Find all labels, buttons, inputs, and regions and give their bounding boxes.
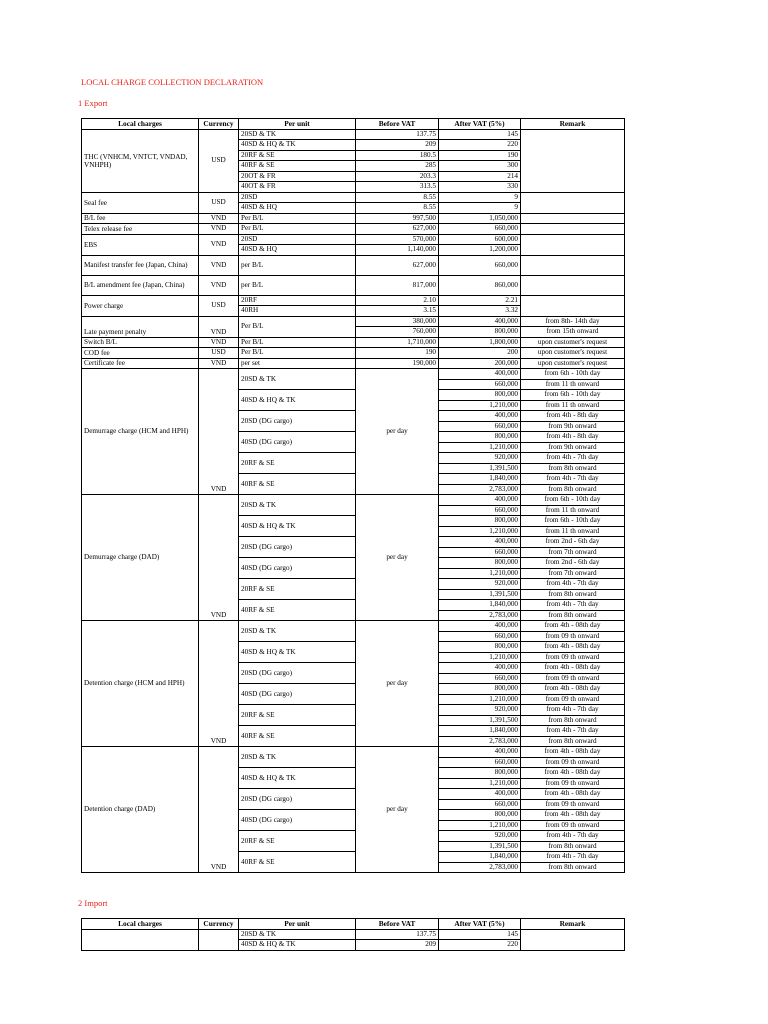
- per-unit-cell: per B/L: [239, 275, 356, 295]
- col-after-vat: After VAT (5%): [439, 119, 521, 130]
- per-unit-cell: 40SD & HQ & TK: [239, 940, 356, 951]
- before-vat-cell: per day: [356, 495, 439, 621]
- per-unit-cell: 20RF & SE: [239, 579, 356, 600]
- after-vat-cell: 190: [439, 150, 521, 161]
- after-vat-cell: 1,800,000: [439, 337, 521, 348]
- after-vat-cell: 400,000: [439, 537, 521, 548]
- before-vat-cell: 8.55: [356, 203, 439, 214]
- after-vat-cell: 400,000: [439, 316, 521, 327]
- remark-cell: from 8th onward: [521, 841, 625, 852]
- per-unit-cell: Per B/L: [239, 213, 356, 224]
- after-vat-cell: 660,000: [439, 799, 521, 810]
- after-vat-cell: 1,200,000: [439, 245, 521, 256]
- charge-name: Seal fee: [82, 192, 199, 213]
- before-vat-cell: per day: [356, 621, 439, 747]
- page-title: LOCAL CHARGE COLLECTION DECLARATION: [81, 77, 264, 87]
- before-vat-cell: 3.15: [356, 306, 439, 317]
- per-unit-cell: 40SD & HQ & TK: [239, 768, 356, 789]
- remark-cell: from 4th - 7th day: [521, 705, 625, 716]
- after-vat-cell: 400,000: [439, 789, 521, 800]
- after-vat-cell: 145: [439, 129, 521, 140]
- per-unit-cell: Per B/L: [239, 337, 356, 348]
- after-vat-cell: 1,391,500: [439, 841, 521, 852]
- per-unit-cell: 40SD (DG cargo): [239, 684, 356, 705]
- charge-name: THC (VNHCM, VNTCT, VNDAD, VNHPH): [82, 129, 199, 192]
- charge-name: Detention charge (HCM and HPH): [82, 621, 199, 747]
- currency-cell: VND: [199, 224, 239, 235]
- table-row: [82, 234, 625, 245]
- after-vat-cell: 1,210,000: [439, 400, 521, 411]
- after-vat-cell: 1,840,000: [439, 726, 521, 737]
- remark-cell: from 4th - 8th day: [521, 432, 625, 443]
- after-vat-cell: 214: [439, 171, 521, 182]
- after-vat-cell: 1,391,500: [439, 463, 521, 474]
- remark-cell: from 8th onward: [521, 715, 625, 726]
- per-unit-cell: 20SD & TK: [239, 621, 356, 642]
- currency-cell: USD: [199, 129, 239, 192]
- per-unit-cell: 20RF & SE: [239, 150, 356, 161]
- after-vat-cell: 300: [439, 161, 521, 172]
- before-vat-cell: 760,000: [356, 327, 439, 338]
- per-unit-cell: 40OT & FR: [239, 182, 356, 193]
- remark-cell: from 09 th onward: [521, 799, 625, 810]
- after-vat-cell: 145: [439, 929, 521, 940]
- per-unit-cell: 20SD (DG cargo): [239, 537, 356, 558]
- after-vat-cell: 800,000: [439, 390, 521, 401]
- charge-name: B/L fee: [82, 213, 199, 224]
- after-vat-cell: 200,000: [439, 358, 521, 369]
- remark-cell: from 09 th onward: [521, 820, 625, 831]
- remark-cell: from 4th - 08th day: [521, 768, 625, 779]
- remark-cell: from 8th onward: [521, 736, 625, 747]
- after-vat-cell: 2.21: [439, 295, 521, 306]
- remark-cell: from 8th onward: [521, 862, 625, 873]
- remark-cell: from 09 th onward: [521, 757, 625, 768]
- after-vat-cell: 800,000: [439, 768, 521, 779]
- after-vat-cell: 1,210,000: [439, 694, 521, 705]
- col-remark: Remark: [521, 119, 625, 130]
- per-unit-cell: 40SD & HQ & TK: [239, 390, 356, 411]
- col-local-charges: Local charges: [82, 119, 199, 130]
- remark-cell: from 8th onward: [521, 484, 625, 495]
- col-before-vat: Before VAT: [356, 119, 439, 130]
- import-heading: 2 Import: [78, 898, 108, 908]
- after-vat-cell: 660,000: [439, 505, 521, 516]
- after-vat-cell: 660,000: [439, 673, 521, 684]
- before-vat-cell: 313.5: [356, 182, 439, 193]
- currency-cell: USD: [199, 192, 239, 213]
- per-unit-cell: 40SD & HQ: [239, 203, 356, 214]
- per-unit-cell: 40RF & SE: [239, 474, 356, 495]
- remark-cell: [521, 213, 625, 224]
- per-unit-cell: per set: [239, 358, 356, 369]
- per-unit-cell: 20SD (DG cargo): [239, 789, 356, 810]
- remark-cell: [521, 129, 625, 192]
- per-unit-cell: 20SD: [239, 192, 356, 203]
- remark-cell: from 4th - 7th day: [521, 831, 625, 842]
- remark-cell: from 11 th onward: [521, 400, 625, 411]
- per-unit-cell: Per B/L: [239, 316, 356, 337]
- after-vat-cell: 800,000: [439, 516, 521, 527]
- currency-cell: VND: [199, 747, 239, 873]
- before-vat-cell: 1,710,000: [356, 337, 439, 348]
- after-vat-cell: 800,000: [439, 432, 521, 443]
- after-vat-cell: 800,000: [439, 327, 521, 338]
- after-vat-cell: 920,000: [439, 579, 521, 590]
- after-vat-cell: 2,783,000: [439, 484, 521, 495]
- after-vat-cell: 1,050,000: [439, 213, 521, 224]
- remark-cell: from 4th - 08th day: [521, 663, 625, 674]
- col-remark: Remark: [521, 919, 625, 930]
- remark-cell: from 8th onward: [521, 610, 625, 621]
- charge-name: [82, 929, 199, 950]
- after-vat-cell: 660,000: [439, 631, 521, 642]
- charge-name: B/L amendment fee (Japan, China): [82, 275, 199, 295]
- remark-cell: from 4th - 7th day: [521, 474, 625, 485]
- remark-cell: from 4th - 7th day: [521, 579, 625, 590]
- after-vat-cell: 1,840,000: [439, 600, 521, 611]
- after-vat-cell: 800,000: [439, 642, 521, 653]
- before-vat-cell: 180.5: [356, 150, 439, 161]
- remark-cell: from 11 th onward: [521, 505, 625, 516]
- remark-cell: from 8th onward: [521, 589, 625, 600]
- remark-cell: [521, 255, 625, 275]
- col-currency: Currency: [199, 919, 239, 930]
- remark-cell: upon customer's request: [521, 358, 625, 369]
- after-vat-cell: 220: [439, 140, 521, 151]
- remark-cell: [521, 295, 625, 316]
- currency-cell: VND: [199, 358, 239, 369]
- per-unit-cell: 40SD & HQ & TK: [239, 642, 356, 663]
- import-table: [81, 918, 625, 951]
- col-per-unit: Per unit: [239, 919, 356, 930]
- after-vat-cell: 2,783,000: [439, 736, 521, 747]
- per-unit-cell: 20RF & SE: [239, 705, 356, 726]
- remark-cell: [521, 192, 625, 213]
- remark-cell: from 09 th onward: [521, 652, 625, 663]
- per-unit-cell: 40SD (DG cargo): [239, 558, 356, 579]
- header-row: [82, 119, 625, 130]
- after-vat-cell: 1,840,000: [439, 852, 521, 863]
- before-vat-cell: 627,000: [356, 255, 439, 275]
- table-row: [82, 295, 625, 306]
- remark-cell: from 11 th onward: [521, 379, 625, 390]
- before-vat-cell: 137.75: [356, 129, 439, 140]
- per-unit-cell: 40RF & SE: [239, 161, 356, 172]
- per-unit-cell: 40RF & SE: [239, 600, 356, 621]
- col-before-vat: Before VAT: [356, 919, 439, 930]
- currency-cell: VND: [199, 316, 239, 337]
- table-row: [82, 224, 625, 235]
- currency-cell: VND: [199, 369, 239, 495]
- table-row: [82, 358, 625, 369]
- remark-cell: from 9th onward: [521, 421, 625, 432]
- per-unit-cell: 20SD & TK: [239, 129, 356, 140]
- currency-cell: [199, 929, 239, 950]
- per-unit-cell: Per B/L: [239, 224, 356, 235]
- before-vat-cell: 203.3: [356, 171, 439, 182]
- remark-cell: from 4th - 7th day: [521, 600, 625, 611]
- after-vat-cell: 920,000: [439, 831, 521, 842]
- per-unit-cell: 20SD & TK: [239, 495, 356, 516]
- per-unit-cell: 20SD (DG cargo): [239, 663, 356, 684]
- before-vat-cell: per day: [356, 369, 439, 495]
- after-vat-cell: 3.32: [439, 306, 521, 317]
- remark-cell: from 9th onward: [521, 442, 625, 453]
- remark-cell: from 09 th onward: [521, 694, 625, 705]
- remark-cell: from 4th - 08th day: [521, 747, 625, 758]
- remark-cell: from 6th - 10th day: [521, 495, 625, 506]
- table-row: [82, 213, 625, 224]
- after-vat-cell: 400,000: [439, 747, 521, 758]
- remark-cell: from 4th - 7th day: [521, 726, 625, 737]
- after-vat-cell: 220: [439, 940, 521, 951]
- table-row: [82, 369, 625, 380]
- after-vat-cell: 2,783,000: [439, 610, 521, 621]
- export-heading: 1 Export: [78, 98, 108, 108]
- table-row: [82, 316, 625, 327]
- per-unit-cell: 20RF & SE: [239, 453, 356, 474]
- after-vat-cell: 860,000: [439, 275, 521, 295]
- currency-cell: VND: [199, 275, 239, 295]
- export-table: [81, 118, 625, 873]
- per-unit-cell: 40SD (DG cargo): [239, 810, 356, 831]
- table-row: [82, 255, 625, 275]
- per-unit-cell: 20SD: [239, 234, 356, 245]
- remark-cell: from 4th - 7th day: [521, 453, 625, 464]
- before-vat-cell: 627,000: [356, 224, 439, 235]
- after-vat-cell: 1,210,000: [439, 442, 521, 453]
- per-unit-cell: 20SD & TK: [239, 747, 356, 768]
- remark-cell: from 4th - 08th day: [521, 789, 625, 800]
- after-vat-cell: 400,000: [439, 369, 521, 380]
- after-vat-cell: 9: [439, 203, 521, 214]
- after-vat-cell: 660,000: [439, 379, 521, 390]
- after-vat-cell: 1,210,000: [439, 526, 521, 537]
- before-vat-cell: 570,000: [356, 234, 439, 245]
- remark-cell: from 6th - 10th day: [521, 516, 625, 527]
- after-vat-cell: 660,000: [439, 224, 521, 235]
- remark-cell: from 4th - 7th day: [521, 852, 625, 863]
- charge-name: EBS: [82, 234, 199, 255]
- currency-cell: VND: [199, 255, 239, 275]
- after-vat-cell: 330: [439, 182, 521, 193]
- after-vat-cell: 660,000: [439, 421, 521, 432]
- col-after-vat: After VAT (5%): [439, 919, 521, 930]
- after-vat-cell: 400,000: [439, 495, 521, 506]
- remark-cell: from 7th onward: [521, 568, 625, 579]
- after-vat-cell: 800,000: [439, 558, 521, 569]
- remark-cell: from 8th onward: [521, 463, 625, 474]
- after-vat-cell: 400,000: [439, 663, 521, 674]
- per-unit-cell: per B/L: [239, 255, 356, 275]
- before-vat-cell: 137.75: [356, 929, 439, 940]
- remark-cell: [521, 234, 625, 255]
- per-unit-cell: 40SD (DG cargo): [239, 432, 356, 453]
- after-vat-cell: 800,000: [439, 684, 521, 695]
- table-row: [82, 129, 625, 140]
- table-row: [82, 192, 625, 203]
- before-vat-cell: per day: [356, 747, 439, 873]
- table-row: [82, 275, 625, 295]
- after-vat-cell: 1,210,000: [439, 820, 521, 831]
- after-vat-cell: 400,000: [439, 411, 521, 422]
- currency-cell: VND: [199, 495, 239, 621]
- before-vat-cell: 8.55: [356, 192, 439, 203]
- per-unit-cell: 40RH: [239, 306, 356, 317]
- remark-cell: from 4th - 08th day: [521, 642, 625, 653]
- charge-name: Demurrage charge (DAD): [82, 495, 199, 621]
- table-row: [82, 929, 625, 940]
- after-vat-cell: 1,210,000: [439, 568, 521, 579]
- remark-cell: [521, 224, 625, 235]
- col-per-unit: Per unit: [239, 119, 356, 130]
- remark-cell: from 09 th onward: [521, 631, 625, 642]
- remark-cell: from 6th - 10th day: [521, 390, 625, 401]
- after-vat-cell: 1,391,500: [439, 589, 521, 600]
- charge-name: Power charge: [82, 295, 199, 316]
- remark-cell: from 11 th onward: [521, 526, 625, 537]
- charge-name: Certificate fee: [82, 358, 199, 369]
- after-vat-cell: 660,000: [439, 255, 521, 275]
- table-row: [82, 348, 625, 359]
- remark-cell: from 15th onward: [521, 327, 625, 338]
- remark-cell: from 4th - 08th day: [521, 621, 625, 632]
- table-row: [82, 621, 625, 632]
- charge-name: Switch B/L: [82, 337, 199, 348]
- per-unit-cell: 20RF: [239, 295, 356, 306]
- after-vat-cell: 9: [439, 192, 521, 203]
- table-row: [82, 747, 625, 758]
- per-unit-cell: Per B/L: [239, 348, 356, 359]
- after-vat-cell: 920,000: [439, 453, 521, 464]
- col-currency: Currency: [199, 119, 239, 130]
- per-unit-cell: 20OT & FR: [239, 171, 356, 182]
- after-vat-cell: 1,840,000: [439, 474, 521, 485]
- before-vat-cell: 2.10: [356, 295, 439, 306]
- per-unit-cell: 40SD & HQ & TK: [239, 140, 356, 151]
- charge-name: COD fee: [82, 348, 199, 359]
- remark-cell: from 2nd - 6th day: [521, 558, 625, 569]
- after-vat-cell: 920,000: [439, 705, 521, 716]
- after-vat-cell: 800,000: [439, 810, 521, 821]
- remark-cell: from 2nd - 6th day: [521, 537, 625, 548]
- charge-name: Late payment penalty: [82, 316, 199, 337]
- before-vat-cell: 190: [356, 348, 439, 359]
- after-vat-cell: 400,000: [439, 621, 521, 632]
- before-vat-cell: 817,000: [356, 275, 439, 295]
- header-row: [82, 919, 625, 930]
- table-row: [82, 337, 625, 348]
- charge-name: Detention charge (DAD): [82, 747, 199, 873]
- remark-cell: [521, 929, 625, 950]
- table-row: [82, 495, 625, 506]
- currency-cell: VND: [199, 213, 239, 224]
- per-unit-cell: 20SD & TK: [239, 929, 356, 940]
- per-unit-cell: 20SD & TK: [239, 369, 356, 390]
- remark-cell: from 4th - 08th day: [521, 810, 625, 821]
- before-vat-cell: 285: [356, 161, 439, 172]
- after-vat-cell: 660,000: [439, 547, 521, 558]
- before-vat-cell: 997,500: [356, 213, 439, 224]
- remark-cell: from 7th onward: [521, 547, 625, 558]
- remark-cell: upon customer's request: [521, 337, 625, 348]
- currency-cell: VND: [199, 621, 239, 747]
- per-unit-cell: 40RF & SE: [239, 726, 356, 747]
- per-unit-cell: 40SD & HQ & TK: [239, 516, 356, 537]
- before-vat-cell: 209: [356, 940, 439, 951]
- remark-cell: from 4th - 8th day: [521, 411, 625, 422]
- remark-cell: from 8th- 14th day: [521, 316, 625, 327]
- currency-cell: USD: [199, 295, 239, 316]
- remark-cell: from 09 th onward: [521, 778, 625, 789]
- charge-name: Manifest transfer fee (Japan, China): [82, 255, 199, 275]
- after-vat-cell: 600,000: [439, 234, 521, 245]
- after-vat-cell: 2,783,000: [439, 862, 521, 873]
- currency-cell: USD: [199, 348, 239, 359]
- remark-cell: from 09 th onward: [521, 673, 625, 684]
- after-vat-cell: 200: [439, 348, 521, 359]
- currency-cell: VND: [199, 337, 239, 348]
- charge-name: Telex release fee: [82, 224, 199, 235]
- before-vat-cell: 1,140,000: [356, 245, 439, 256]
- per-unit-cell: 20RF & SE: [239, 831, 356, 852]
- remark-cell: upon customer's request: [521, 348, 625, 359]
- currency-cell: VND: [199, 234, 239, 255]
- before-vat-cell: 380,000: [356, 316, 439, 327]
- remark-cell: [521, 275, 625, 295]
- remark-cell: from 6th - 10th day: [521, 369, 625, 380]
- remark-cell: from 4th - 08th day: [521, 684, 625, 695]
- col-local-charges: Local charges: [82, 919, 199, 930]
- after-vat-cell: 1,210,000: [439, 652, 521, 663]
- per-unit-cell: 40SD & HQ: [239, 245, 356, 256]
- after-vat-cell: 660,000: [439, 757, 521, 768]
- before-vat-cell: 190,000: [356, 358, 439, 369]
- charge-name: Demurrage charge (HCM and HPH): [82, 369, 199, 495]
- per-unit-cell: 40RF & SE: [239, 852, 356, 873]
- after-vat-cell: 1,210,000: [439, 778, 521, 789]
- after-vat-cell: 1,391,500: [439, 715, 521, 726]
- per-unit-cell: 20SD (DG cargo): [239, 411, 356, 432]
- before-vat-cell: 209: [356, 140, 439, 151]
